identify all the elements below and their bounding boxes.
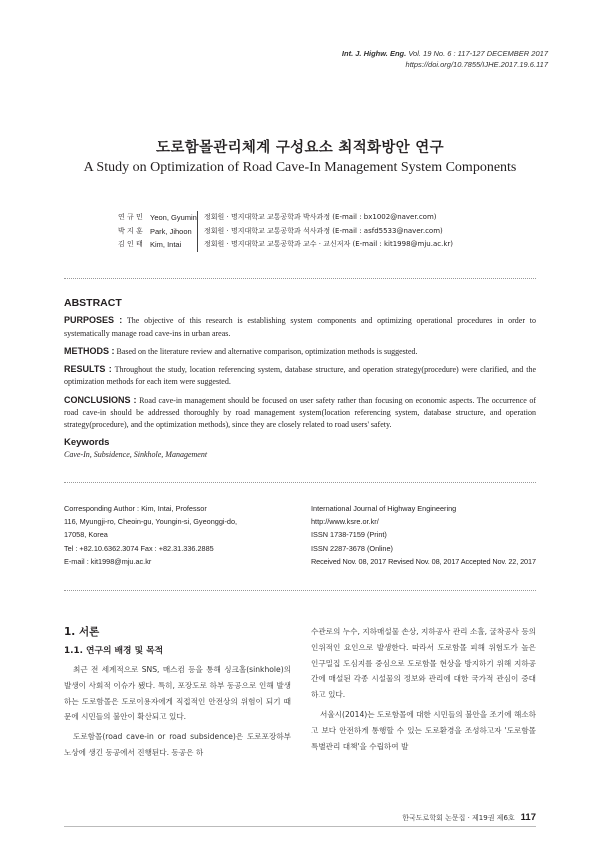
journal-info-block xyxy=(311,502,536,568)
divider xyxy=(64,590,536,591)
corr-line: Corresponding Author : Kim, Intai, Professor xyxy=(64,504,207,513)
divider xyxy=(64,482,536,483)
author-affiliation: 정회원 · 명지대학교 교통공학과 교수 · 교신저자 (E-mail : kit1998@mju.ac.kr) xyxy=(197,238,453,252)
abstract-results xyxy=(64,363,536,389)
journal-line: ISSN 1738-7159 (Print) xyxy=(311,530,387,540)
subsection-heading: 1.1. 연구의 배경 및 목적 xyxy=(64,646,164,656)
author-korean-name: 김 인 태 xyxy=(118,240,143,248)
results-label: RESULTS : xyxy=(64,364,112,375)
author-row xyxy=(118,225,453,239)
author-english-name: Yeon, Gyumin xyxy=(150,213,197,222)
footer-rule xyxy=(64,826,536,827)
author-english-name: Park, Jihoon xyxy=(150,226,192,236)
abstract-conclusions xyxy=(64,394,536,432)
conclusions-label: CONCLUSIONS : xyxy=(64,394,137,405)
methods-label: METHODS : xyxy=(64,345,115,356)
author-row xyxy=(118,238,453,252)
journal-volume: Vol. 19 No. 6 : 117-127 DECEMBER 2017 xyxy=(408,49,548,58)
author-list xyxy=(118,211,453,252)
author-korean-name: 연 규 민 xyxy=(118,213,143,221)
abstract-methods xyxy=(64,345,536,358)
corr-line: Tel : +82.10.6362.3074 Fax : +82.31.336.2885 xyxy=(64,543,214,553)
corr-line: 116, Myungji-ro, Cheoin-gu, Youngin-si, Gyeonggi-do, xyxy=(64,517,238,527)
corresponding-author-block xyxy=(64,502,237,568)
keywords-text: Cave-In, Subsidence, Sinkhole, Management xyxy=(64,449,208,459)
author-english-name: Kim, Intai xyxy=(150,240,182,249)
body-paragraph: 최근 전 세계적으로 SNS, 매스컴 등을 통해 싱크홀(sinkhole)의 발생이 사회적 이슈가 됐다. 특히, 포장도로 하부 동공으로 인해 발생하는 도로함몰은 도로이용자에게 직접적인 안전상의 위험이 되기 때문에 시민들의 불안이 확산되고 있다. xyxy=(64,665,291,722)
author-affiliation: 정회원 · 명지대학교 교통공학과 박사과정 (E-mail : bx1002@naver.com) xyxy=(197,211,437,225)
author-row xyxy=(118,211,453,225)
author-korean-name: 박 지 훈 xyxy=(118,226,143,235)
body-right-column xyxy=(311,624,536,758)
journal-header xyxy=(342,48,548,70)
section-heading: 1. 서론 xyxy=(64,626,100,638)
author-affiliation: 정회원 · 명지대학교 교통공학과 석사과정 (E-mail : asfd5533@naver.com) xyxy=(197,225,443,239)
body-left-column xyxy=(64,624,291,765)
journal-name: Int. J. Highw. Eng. xyxy=(341,49,407,58)
corr-email[interactable]: E-mail : kit1998@mju.ac.kr xyxy=(64,556,152,566)
title-english: A Study on Optimization of Road Cave-In Management System Components xyxy=(83,160,517,175)
journal-line: International Journal of Highway Engineering xyxy=(311,504,457,513)
body-paragraph: 수관로의 누수, 지하매설물 손상, 지하공사 관리 소홀, 굴착공사 등의 인위적인 요인으로 발생한다. 따라서 도로함몰 피해 위험도가 높은 인구밀집 도심지를 중심으로 도로함몰 현상을 방지하기 위해 지하공간에 매설된 각종 시설물의 정보와 관리에 대한 국가적 관심이 증대하고 있다. xyxy=(311,627,536,700)
body-paragraph: 도로함몰(road cave-in or road subsidence)은 도로포장하부 노상에 생긴 동공에서 진행된다. 동공은 하 xyxy=(64,732,291,757)
divider xyxy=(64,278,536,279)
results-text: Throughout the study, location referencing system, database structure, and operation strategy(procedure) were clarified, and the optimization methods for each item were suggested. xyxy=(64,365,536,387)
journal-url[interactable]: http://www.ksre.or.kr/ xyxy=(311,517,379,527)
purposes-text: The objective of this research is establishing system components and optimizing operational procedures in order to systematically manage road cave-ins in urban areas. xyxy=(64,316,537,338)
purposes-label: PURPOSES : xyxy=(64,315,123,326)
keywords-heading: Keywords xyxy=(64,436,110,448)
abstract-purposes xyxy=(64,314,536,340)
doi-link[interactable]: https://doi.org/10.7855/IJHE.2017.19.6.117 xyxy=(405,60,548,69)
abstract-heading: ABSTRACT xyxy=(64,297,122,309)
page-footer xyxy=(402,812,536,823)
abstract-block xyxy=(64,297,536,461)
title-korean: 도로함몰관리체계 구성요소 최적화방안 연구 xyxy=(156,139,444,156)
corr-line: 17058, Korea xyxy=(64,530,108,540)
journal-line: ISSN 2287-3678 (Online) xyxy=(311,543,393,553)
conclusions-text: Road cave-in management should be focused on user safety rather than focusing on economic aspects. The occurrence of road cave-in should be addressed thoroughly by road management system(location referencing system, database structure, and operation strategy(procedure), and the optimization methods), since they are closely related to road users' safety. xyxy=(64,395,536,430)
received-dates: Received Nov. 08, 2017 Revised Nov. 08, 2017 Accepted Nov. 22, 2017 xyxy=(311,556,536,566)
body-paragraph: 서울시(2014)는 도로함몰에 대한 시민들의 불안을 조기에 해소하고 보다 안전하게 통행할 수 있는 도로환경을 조성하고자 '도로함몰 특별관리 대책'을 수립하여 발 xyxy=(311,709,536,751)
page-number: 117 xyxy=(520,812,536,823)
methods-text: Based on the literature review and alternative comparison, optimization methods is suggested. xyxy=(116,346,418,356)
footer-journal: 한국도로학회 논문집 · 제19권 제6호 xyxy=(402,814,515,822)
